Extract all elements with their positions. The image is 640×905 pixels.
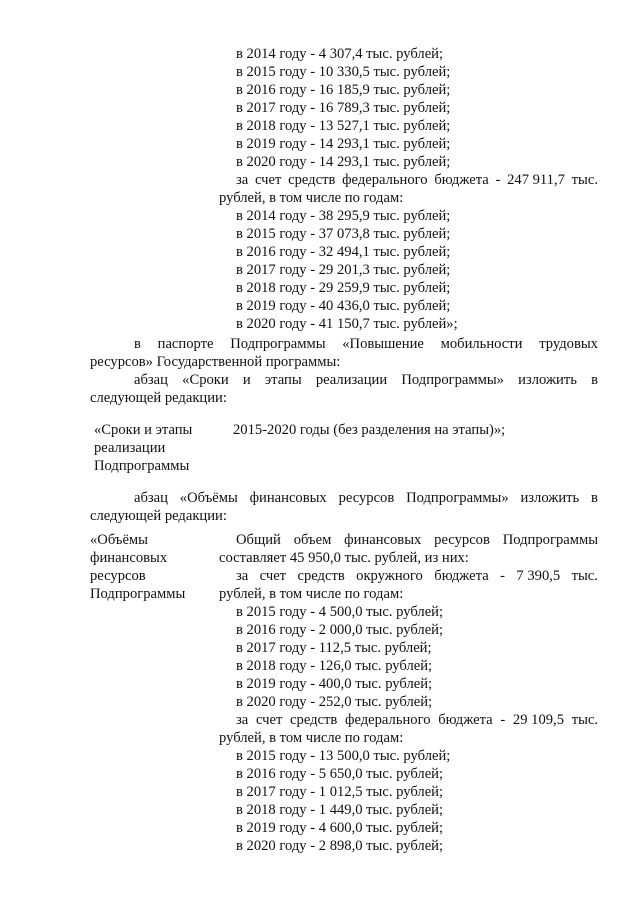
federal-budget-obemy-line-2: рублей, в том числе по годам: <box>219 730 404 746</box>
year-line: в 2018 году - 13 527,1 тыс. рублей; <box>236 118 451 134</box>
year-line: в 2017 году - 1 012,5 тыс. рублей; <box>236 784 444 800</box>
passport-paragraph-line-1: в паспорте Подпрограммы «Повышение мобильности трудовых <box>134 336 598 352</box>
year-line: в 2018 году - 1 449,0 тыс. рублей; <box>236 802 444 818</box>
year-line: в 2015 году - 4 500,0 тыс. рублей; <box>236 604 444 620</box>
year-line: в 2019 году - 40 436,0 тыс. рублей; <box>236 298 451 314</box>
abzac-sroki-line-2: следующей редакции: <box>90 390 227 406</box>
year-line: в 2014 году - 38 295,9 тыс. рублей; <box>236 208 451 224</box>
year-line: в 2017 году - 29 201,3 тыс. рублей; <box>236 262 451 278</box>
total-volume-line-2: составляет 45 950,0 тыс. рублей, из них: <box>219 550 469 566</box>
year-line: в 2020 году - 41 150,7 тыс. рублей»; <box>236 316 458 332</box>
year-line: в 2020 году - 14 293,1 тыс. рублей; <box>236 154 451 170</box>
year-line: в 2020 году - 252,0 тыс. рублей; <box>236 694 433 710</box>
year-line: в 2016 году - 5 650,0 тыс. рублей; <box>236 766 444 782</box>
federal-budget-line-2: рублей, в том числе по годам: <box>219 190 404 206</box>
year-line: в 2017 году - 112,5 тыс. рублей; <box>236 640 432 656</box>
year-line: в 2015 году - 10 330,5 тыс. рублей; <box>236 64 451 80</box>
year-line: в 2019 году - 4 600,0 тыс. рублей; <box>236 820 444 836</box>
year-line: в 2015 году - 13 500,0 тыс. рублей; <box>236 748 451 764</box>
federal-budget-line: за счет средств федерального бюджета - 247 911,7 тыс. <box>236 172 598 188</box>
year-line: в 2019 году - 400,0 тыс. рублей; <box>236 676 433 692</box>
year-line: в 2019 году - 14 293,1 тыс. рублей; <box>236 136 451 152</box>
abzac-obemy-line-1: абзац «Объёмы финансовых ресурсов Подпрограммы» изложить в <box>134 490 598 506</box>
year-line: в 2016 году - 16 185,9 тыс. рублей; <box>236 82 451 98</box>
federal-budget-obemy-line-1: за счет средств федерального бюджета - 29 109,5 тыс. <box>236 712 598 728</box>
passport-paragraph-line-2: ресурсов» Государственной программы: <box>90 354 341 370</box>
year-line: в 2018 году - 126,0 тыс. рублей; <box>236 658 433 674</box>
year-line: в 2016 году - 2 000,0 тыс. рублей; <box>236 622 444 638</box>
year-line: в 2017 году - 16 789,3 тыс. рублей; <box>236 100 451 116</box>
abzac-obemy-line-2: следующей редакции: <box>90 508 227 524</box>
year-line: в 2018 году - 29 259,9 тыс. рублей; <box>236 280 451 296</box>
year-line: в 2015 году - 37 073,8 тыс. рублей; <box>236 226 451 242</box>
okrug-budget-line-1: за счет средств окружного бюджета - 7 390,5 тыс. <box>236 568 598 584</box>
year-line: в 2016 году - 32 494,1 тыс. рублей; <box>236 244 451 260</box>
document-page: в 2014 году - 4 307,4 тыс. рублей; в 2015 году - 10 330,5 тыс. рублей; в 2016 году - 16 185,9 тыс. рублей; в 2017 году - 16 789,3 тыс. рублей; в 2018 году - 13 527,1 тыс. рублей; в 2019 году - 14 293,1 тыс. рублей; в 2020 году - 14 293,1 тыс. рублей; за счет средств федерального бюджета - 247 911,7 тыс. рублей, в том числе по годам: в 2014 году - 38 295,9 тыс. рублей; в 2015 году - 37 073,8 тыс. рублей; в 2016 году - 32 494,1 тыс. рублей; в 2017 году - 29 201,3 тыс. рублей; в 2018 году - 29 259,9 тыс. рублей; в 2019 году - 40 436,0 тыс. рублей; в 2020 году - 41 150,7 тыс. рублей»; в паспорте Подпрограммы «Повышение мобильности трудовых ресурсов» Государственной программы: абзац «Сроки и этапы реализации Подпрограммы» изложить в следующей редакции: «Сроки и этапы реализации Подпрограммы 2015-2020 годы (без разделения на этапы)»; абзац «Объёмы финансовых ресурсов Подпрограммы» изложить в следующей редакции: «Объёмы финансовых ресурсов Подпрограммы Общий объем финансовых ресурсов Подпрограммы составляет 45 950,0 тыс. рублей, из них: за счет средств окружного бюджета - 7 390,5 тыс. рублей, в том числе по годам: в 2015 году - 4 500,0 тыс. рублей; в 2016 году - 2 000,0 тыс. рублей; в 2017 году - 112,5 тыс. рублей; в 2018 году - 126,0 тыс. рублей; в 2019 году - 400,0 тыс. рублей; в 2020 году - 252,0 тыс. рублей; за счет средств федерального бюджета - 29 109,5 тыс. рублей, в том числе по годам: в 2015 году - 13 500,0 тыс. рублей; в 2016 году - 5 650,0 тыс. рублей; в 2017 году - 1 012,5 тыс. рублей; в 2018 году - 1 449,0 тыс. рублей; в 2019 году - 4 600,0 тыс. рублей; в 2020 году - 2 898,0 тыс. рублей; <box>90 46 598 854</box>
total-volume-line-1: Общий объем финансовых ресурсов Подпрограммы <box>236 532 598 548</box>
year-line: в 2014 году - 4 307,4 тыс. рублей; <box>236 46 444 62</box>
year-line: в 2020 году - 2 898,0 тыс. рублей; <box>236 838 444 854</box>
abzac-sroki-line-1: абзац «Сроки и этапы реализации Подпрограммы» изложить в <box>134 372 598 388</box>
okrug-budget-line-2: рублей, в том числе по годам: <box>219 586 404 602</box>
sroki-value: 2015-2020 годы (без разделения на этапы)»; <box>233 422 506 438</box>
